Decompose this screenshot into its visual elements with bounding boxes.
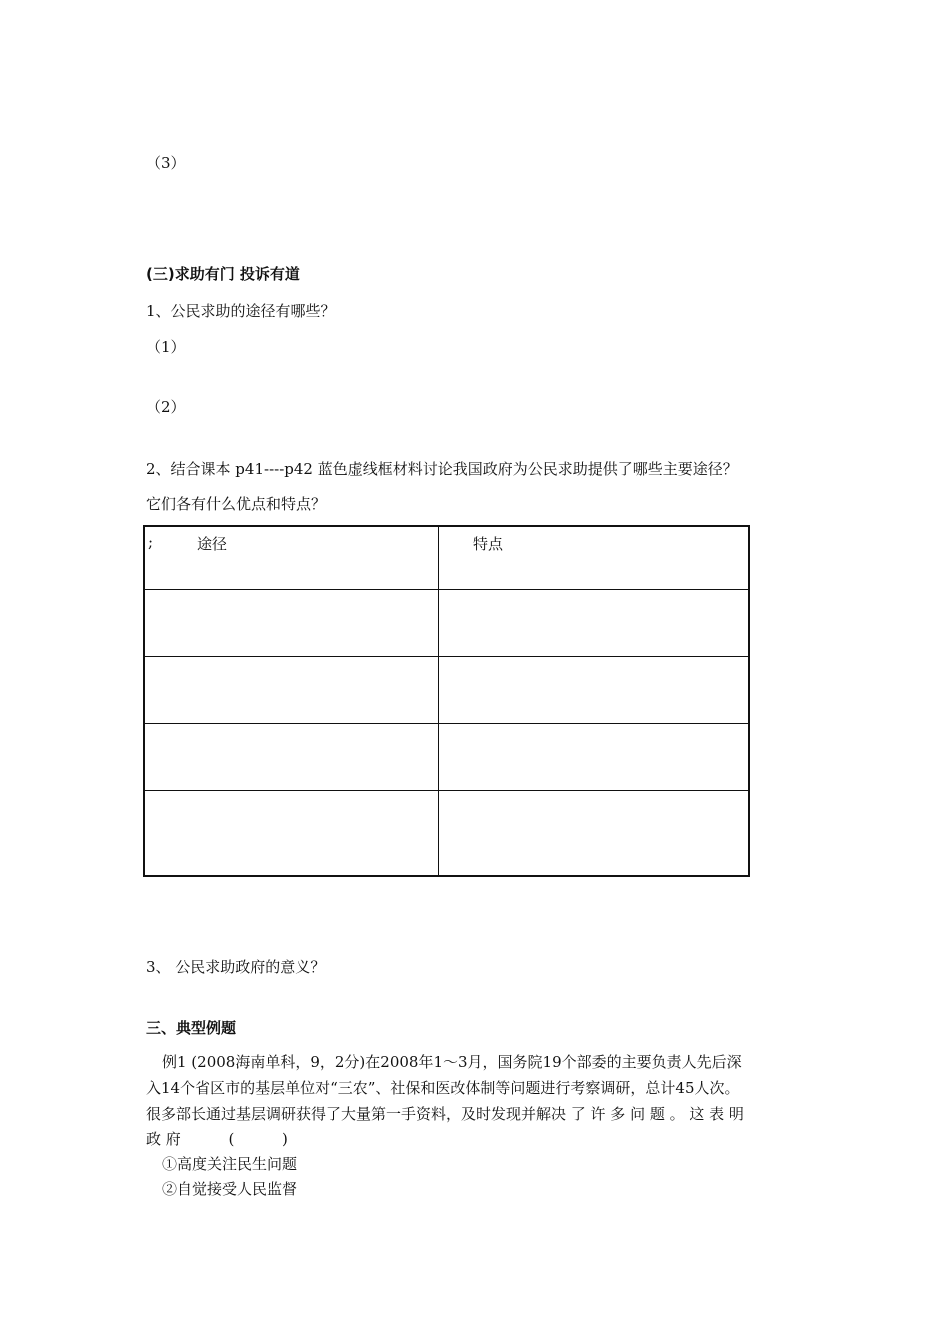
table-cell[interactable] — [144, 590, 439, 657]
example-line: 入14个省区市的基层单位对“三农”、社保和医改体制等问题进行考察调研，总计45人次。 — [146, 1079, 740, 1097]
question-2-continued: 它们各有什么优点和特点？ — [146, 495, 327, 513]
question-2: 2、结合课本 p41----p42 蓝色虚线框材料讨论我国政府为公民求助提供了哪些主要途径？ — [146, 460, 738, 478]
table-col-route: 途径 — [197, 535, 228, 553]
table-header-cell — [144, 526, 439, 590]
example-line: 政 府 ( ) — [146, 1130, 288, 1148]
table-header-cell — [439, 526, 750, 590]
table-row — [144, 724, 749, 791]
list-item: （1） — [146, 338, 186, 356]
table-cell[interactable] — [439, 590, 750, 657]
table-cell[interactable] — [439, 791, 750, 877]
example-line: 例1 (2008海南单科，9，2分)在2008年1～3月，国务院19个部委的主要负责人先后深 — [162, 1053, 742, 1071]
example-option: ①高度关注民生问题 — [162, 1155, 298, 1173]
table-cell[interactable] — [144, 724, 439, 791]
example-line: 很多部长通过基层调研获得了大量第一手资料，及时发现并解决 了 许 多 问 题 。 这 表 明 — [146, 1105, 744, 1123]
table-cell[interactable] — [439, 657, 750, 724]
section-title: (三)求助有门 投诉有道 — [146, 265, 300, 283]
table-row — [144, 657, 749, 724]
question-3: 3、 公民求助政府的意义？ — [146, 958, 326, 976]
table-row — [144, 590, 749, 657]
part-title: 三、典型例题 — [146, 1019, 237, 1037]
table-cell[interactable] — [144, 791, 439, 877]
table-cell[interactable] — [439, 724, 750, 791]
table-row — [144, 791, 749, 877]
table-cell[interactable] — [144, 657, 439, 724]
answer-table — [143, 525, 750, 877]
table-marker: ; — [148, 533, 154, 551]
example-option: ②自觉接受人民监督 — [162, 1180, 298, 1198]
table-col-feature: 特点 — [473, 535, 504, 553]
table-header-row — [144, 526, 749, 590]
list-item: （3） — [146, 154, 186, 172]
list-item: （2） — [146, 398, 186, 416]
question-1: 1、公民求助的途径有哪些？ — [146, 302, 336, 320]
